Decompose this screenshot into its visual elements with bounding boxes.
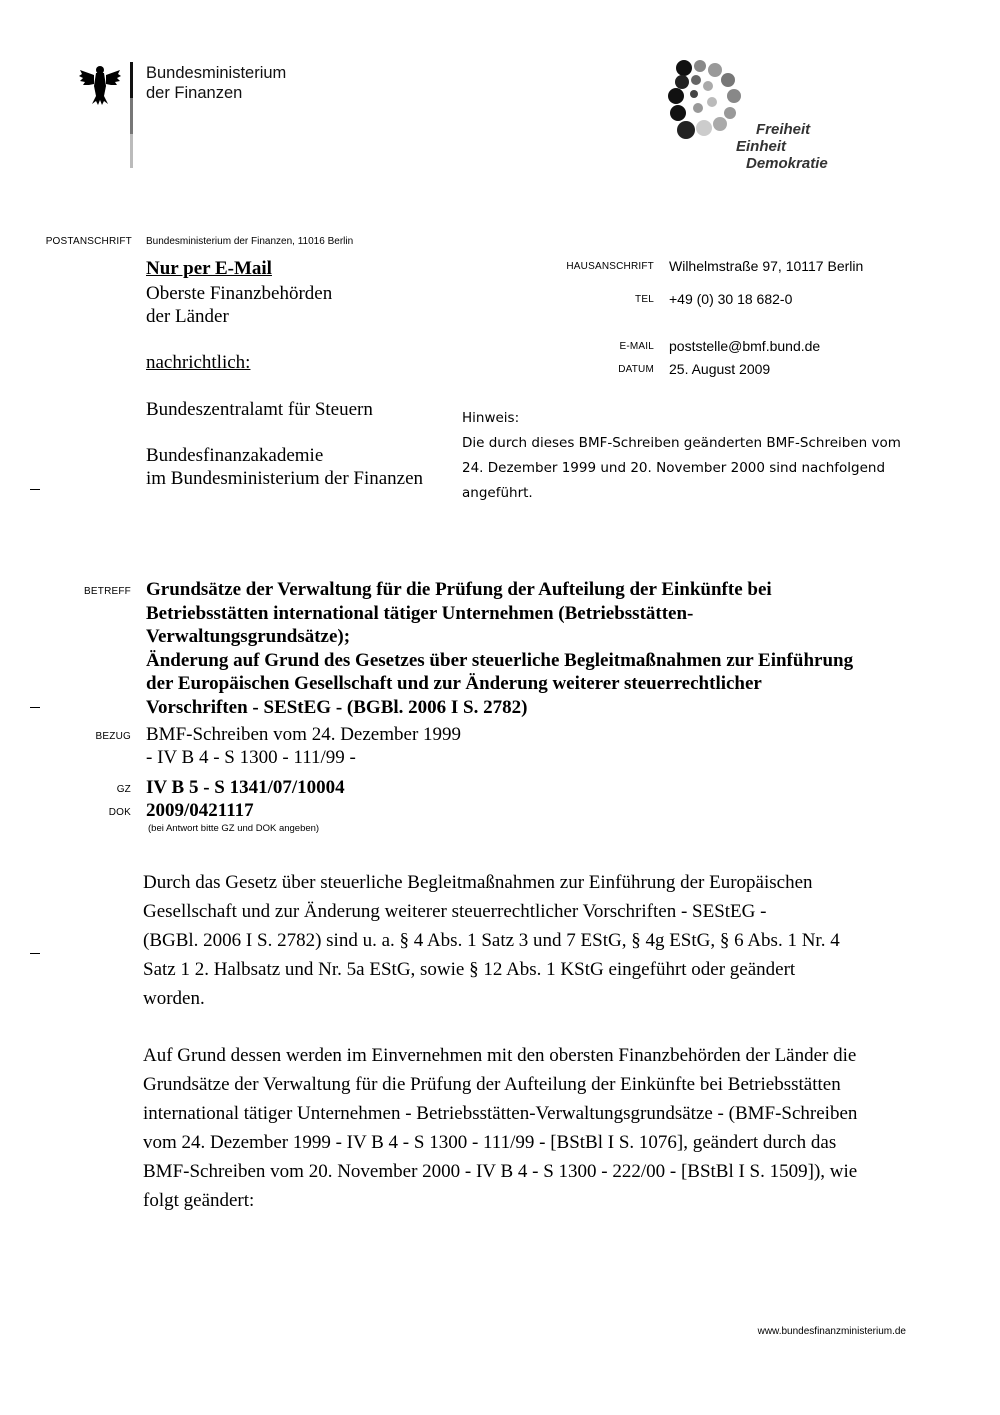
ministry-name-line2: der Finanzen	[146, 84, 243, 102]
delivery-note: Nur per E-Mail	[146, 258, 272, 279]
hinweis-line3: angeführt.	[462, 485, 533, 501]
footer-website[interactable]: www.bundesfinanzministerium.de	[757, 1326, 906, 1337]
hinweis-title: Hinweis:	[462, 410, 520, 426]
hausanschrift-value: Wilhelmstraße 97, 10117 Berlin	[669, 258, 864, 274]
dok-value: 2009/0421117	[146, 800, 254, 821]
para2-line3: international tätiger Unternehmen - Betriebsstätten-Verwaltungsgrundsätze - (BMF-Schreiben	[143, 1103, 858, 1124]
betreff-line3: Verwaltungsgrundsätze);	[146, 626, 351, 647]
hinweis-line1: Die durch dieses BMF-Schreiben geänderten BMF-Schreiben vom	[462, 435, 901, 451]
dots-circle-icon	[668, 58, 748, 148]
slogan-einheit: Einheit	[736, 138, 787, 155]
fold-mark-3	[30, 953, 40, 954]
email-value[interactable]: poststelle@bmf.bund.de	[669, 338, 821, 354]
bezug-line1: BMF-Schreiben vom 24. Dezember 1999	[146, 724, 462, 745]
para1-line3: (BGBl. 2006 I S. 2782) sind u. a. § 4 Abs. 1 Satz 3 und 7 EStG, § 4g EStG, § 6 Abs. 1 Nr. 4	[143, 930, 840, 951]
para2-line1: Auf Grund dessen werden im Einvernehmen mit den obersten Finanzbehörden der Länder die	[143, 1045, 857, 1066]
body-paragraph-2	[143, 1041, 908, 1215]
hinweis-box	[462, 406, 917, 506]
slogan-demokratie: Demokratie	[746, 155, 828, 172]
cc-recipient-1: Bundeszentralamt für Steuern	[146, 399, 373, 420]
tel-label: TEL	[635, 294, 654, 305]
ministry-logo	[78, 62, 298, 170]
fold-mark-2	[30, 707, 40, 708]
betreff-line2: Betriebsstätten international tätiger Unternehmen (Betriebsstätten-	[146, 602, 694, 624]
logo-flag-bar-red	[130, 98, 133, 134]
federal-eagle-icon	[78, 64, 122, 106]
hausanschrift-label: HAUSANSCHRIFT	[566, 261, 654, 272]
recipient-line1: Oberste Finanzbehörden	[146, 283, 333, 304]
body-paragraph-1	[143, 868, 908, 1013]
slogan-freiheit: Freiheit	[756, 121, 811, 138]
dok-note: (bei Antwort bitte GZ und DOK angeben)	[148, 823, 320, 834]
ministry-name-line1: Bundesministerium	[146, 64, 287, 82]
betreff-label: BETREFF	[84, 586, 131, 597]
gz-value: IV B 5 - S 1341/07/10004	[146, 777, 345, 798]
betreff-line4: Änderung auf Grund des Gesetzes über steuerliche Begleitmaßnahmen zur Einführung	[146, 649, 854, 671]
logo-flag-bar-black	[130, 62, 133, 98]
para2-line6: folgt geändert:	[143, 1190, 255, 1211]
cc-recipient-2-line1: Bundesfinanzakademie	[146, 445, 324, 466]
gz-label: GZ	[116, 784, 131, 795]
bezug-label: BEZUG	[95, 731, 131, 742]
para2-line4: vom 24. Dezember 1999 - IV B 4 - S 1300 - 111/99 - [BStBl I S. 1076], geändert durch das	[143, 1132, 837, 1153]
unity-logo	[668, 58, 838, 173]
postanschrift-label: POSTANSCHRIFT	[45, 236, 132, 247]
email-label: E-MAIL	[619, 341, 654, 352]
cc-label: nachrichtlich:	[146, 352, 251, 373]
betreff-text	[146, 578, 916, 719]
para2-line2: Grundsätze der Verwaltung für die Prüfung der Aufteilung der Einkünfte bei Betriebsstätten	[143, 1074, 841, 1095]
para1-line2: Gesellschaft und zur Änderung weiterer steuerrechtlicher Vorschriften - SEStEG -	[143, 901, 767, 922]
datum-value: 25. August 2009	[669, 361, 771, 377]
cc-recipient-2-line2: im Bundesministerium der Finanzen	[146, 468, 424, 489]
betreff-line5: der Europäischen Gesellschaft und zur Änderung weiterer steuerrechtlicher	[146, 673, 762, 694]
bezug-line2: - IV B 4 - S 1300 - 111/99 -	[146, 747, 356, 768]
para1-line1: Durch das Gesetz über steuerliche Begleitmaßnahmen zur Einführung der Europäischen	[143, 872, 813, 893]
datum-label: DATUM	[618, 364, 654, 375]
logo-flag-bar-gold	[130, 134, 133, 168]
tel-value: +49 (0) 30 18 682-0	[669, 291, 793, 307]
para1-line4: Satz 1 2. Halbsatz und Nr. 5a EStG, sowie § 12 Abs. 1 KStG eingeführt oder geändert	[143, 959, 796, 980]
hinweis-line2: 24. Dezember 1999 und 20. November 2000 sind nachfolgend	[462, 460, 886, 476]
postanschrift-value: Bundesministerium der Finanzen, 11016 Berlin	[146, 236, 354, 247]
para2-line5: BMF-Schreiben vom 20. November 2000 - IV B 4 - S 1300 - 222/00 - [BStBl I S. 1509]), wie	[143, 1161, 858, 1182]
recipient-line2: der Länder	[146, 306, 229, 327]
fold-mark-1	[30, 489, 40, 490]
betreff-line1: Grundsätze der Verwaltung für die Prüfung der Aufteilung der Einkünfte bei	[146, 579, 772, 600]
betreff-line6: Vorschriften - SEStEG - (BGBl. 2006 I S. 2782)	[146, 696, 528, 718]
para1-line5: worden.	[143, 988, 205, 1009]
dok-label: DOK	[108, 807, 131, 818]
